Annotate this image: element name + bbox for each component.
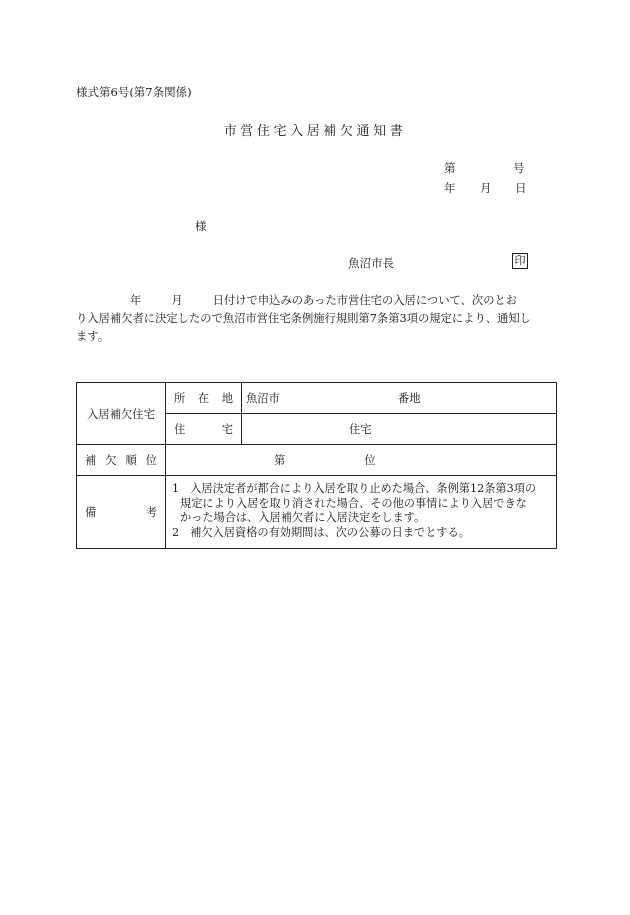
reference-number-prefix: 第: [444, 161, 456, 175]
note-line: 規定により入居を取り消された場合、その他の事情により入居できな: [180, 496, 527, 510]
table-row-location: [77, 383, 557, 414]
location-label-char: 在: [197, 392, 210, 405]
house-value-cell: [242, 414, 557, 445]
rank-prefix: 第: [274, 454, 286, 467]
housing-label: 入居補欠住宅: [87, 407, 155, 421]
body-line-3: ます。: [76, 330, 109, 343]
table-row-notes: [77, 476, 557, 549]
note-line: かった場合は、入居補欠者に入居決定をします。: [180, 511, 426, 524]
notification-table: [76, 382, 557, 549]
date-month-label: 月: [480, 181, 492, 195]
reference-number-suffix: 号: [513, 161, 525, 175]
body-month-label: 月: [171, 294, 183, 307]
rank-label-cell: [77, 445, 166, 476]
rank-label-char: 順: [125, 454, 137, 467]
housing-label-cell: [77, 383, 166, 445]
rank-value-cell: [166, 445, 557, 476]
body-line-1: [76, 292, 556, 310]
location-value-cell: [242, 383, 557, 414]
notes-label-cell: [77, 476, 166, 549]
addressee-honorific: 様: [195, 219, 207, 233]
body-line-2: り入居補欠者に決定したので魚沼市営住宅条例施行規則第7条第3項の規定により、通知し: [76, 312, 531, 325]
rank-label-char: 位: [145, 454, 157, 467]
body-paragraph: [76, 292, 556, 346]
house-label-char: 宅: [221, 423, 233, 436]
notes-value-cell: [166, 476, 557, 549]
location-label-char: 地: [221, 392, 233, 405]
location-banchi: 番地: [397, 392, 421, 405]
rank-suffix: 位: [364, 454, 376, 467]
note-line: 1 入居決定者が都合により入居を取り止めた場合、条例第12条第3項の: [172, 482, 537, 495]
location-label-char: 所: [174, 392, 186, 405]
body-line-1-text: 日付けで申込みのあった市営住宅の入居について、次のとお: [212, 294, 518, 307]
document-title: 市営住宅入居補欠通知書: [223, 124, 407, 139]
house-label-cell: [166, 414, 242, 445]
location-label-cell: [166, 383, 242, 414]
house-value: 住宅: [349, 423, 372, 436]
house-label-char: 住: [174, 423, 186, 436]
form-number: 様式第6号(第7条関係): [76, 85, 192, 99]
rank-label-char: 補: [85, 454, 97, 467]
notes-label-char: 備: [85, 506, 97, 519]
issuer-title: 魚沼市長: [348, 256, 394, 270]
seal-mark: 印: [512, 253, 528, 269]
table-row-rank: [77, 445, 557, 476]
rank-label-char: 欠: [105, 454, 117, 467]
body-year-label: 年: [130, 294, 142, 307]
notes-label-char: 考: [145, 506, 157, 519]
date-year-label: 年: [444, 181, 456, 195]
date-day-label: 日: [515, 181, 527, 195]
location-city: 魚沼市: [246, 392, 280, 405]
note-line: 2 補欠入居資格の有効期間は、次の公募の日までとする。: [172, 525, 470, 539]
